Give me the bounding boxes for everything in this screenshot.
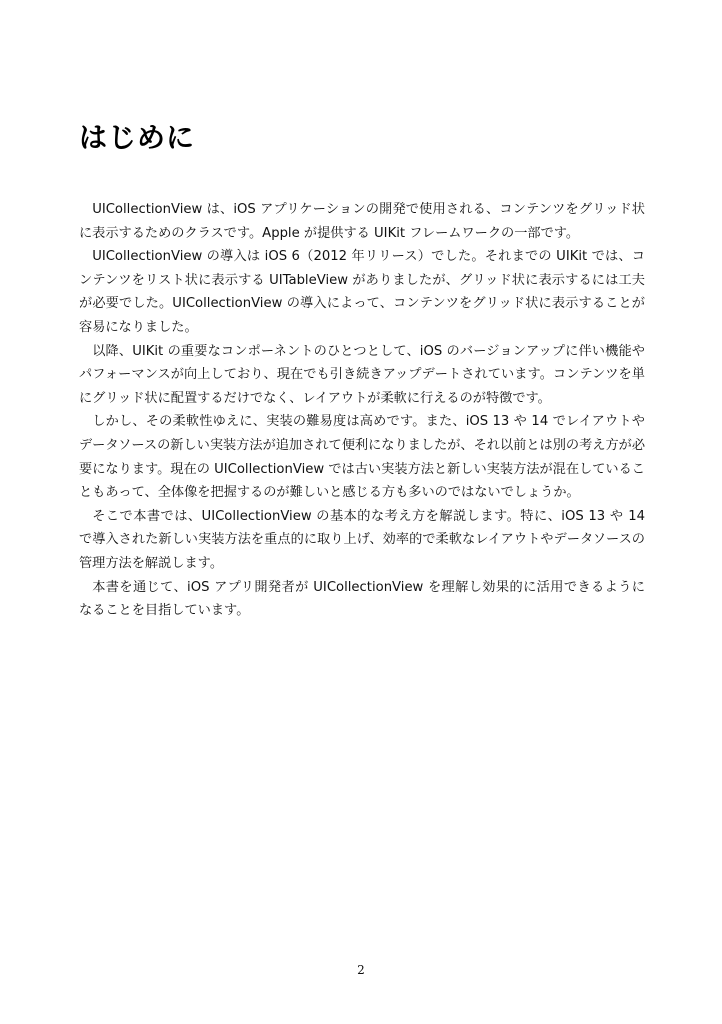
paragraph-history: UICollectionView の導入は iOS 6（2012 年リリース）でした。それまでの UIKit では、コンテンツをリスト状に表示する UITableView がありましたが、グリッド状に表示するには工夫が必要でした。UICollectionView の導入によって、コンテンツをグリッド状に表示することが容易になりました。 (79, 249, 645, 335)
page-number: 2 (357, 963, 365, 977)
body-text (79, 198, 645, 623)
paragraph-evolution: 以降、UIKit の重要なコンポーネントのひとつとして、iOS のバージョンアップに伴い機能やパフォーマンスが向上しており、現在でも引き続きアップデートされています。コンテンツを単にグリッド状に配置するだけでなく、レイアウトが柔軟に行えるのが特徴です。 (79, 343, 645, 406)
paragraph-goal: 本書を通じて、iOS アプリ開発者が UICollectionView を理解し効果的に活用できるようになることを目指しています。 (79, 579, 645, 619)
paragraph-book-scope: そこで本書では、UICollectionView の基本的な考え方を解説します。特に、iOS 13 や 14 で導入された新しい実装方法を重点的に取り上げ、効率的で柔軟なレイアウトやデータソースの管理方法を解説します。 (79, 508, 645, 571)
page-title: はじめに (79, 121, 196, 154)
paragraph-intro: UICollectionView は、iOS アプリケーションの開発で使用される、コンテンツをグリッド状に表示するためのクラスです。Apple が提供する UIKit フレームワークの一部です。 (79, 202, 645, 241)
paragraph-difficulty: しかし、その柔軟性ゆえに、実装の難易度は高めです。また、iOS 13 や 14 でレイアウトやデータソースの新しい実装方法が追加されて便利になりましたが、それ以前とは別の考え方が必要になります。現在の UICollectionView では古い実装方法と新しい実装方法が混在していることもあって、全体像を把握するのが難しいと感じる方も多いのではないでしょうか。 (79, 414, 646, 501)
